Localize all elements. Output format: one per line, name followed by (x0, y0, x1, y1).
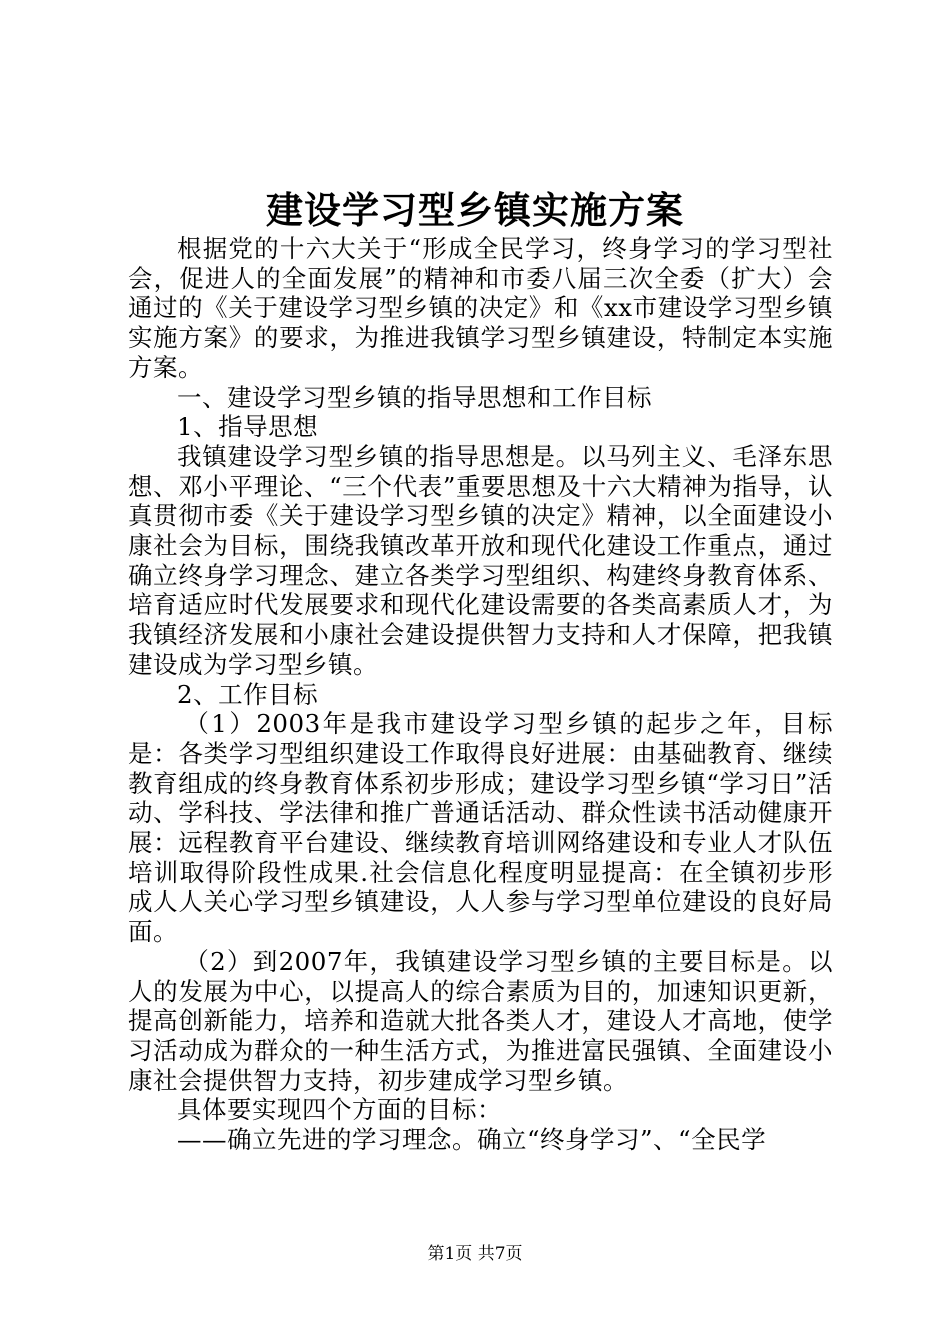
paragraph-goal-2003: （1）2003年是我市建设学习型乡镇的起步之年，目标是：各类学习型组织建设工作取得良好进展：由基础教育、继续教育组成的终身教育体系初步形成；建设学习型乡镇“学习日”活动、学科技、学法律和推广普通话活动、群众性读书活动健康开展：远程教育平台建设、继续教育培训网络建设和专业人才队伍培训取得阶段性成果.社会信息化程度明显提高：在全镇初步形成人人关心学习型乡镇建设，人人参与学习型单位建设的良好局面。 (128, 709, 833, 947)
paragraph-guiding-ideology: 我镇建设学习型乡镇的指导思想是。以马列主义、毛泽东思想、邓小平理论、“三个代表”重要思想及十六大精神为指导，认真贯彻市委《关于建设学习型乡镇的决定》精神，以全面建设小康社会为目标，围绕我镇改革开放和现代化建设工作重点，通过确立终身学习理念、建立各类学习型组织、构建终身教育体系、培育适应时代发展要求和现代化建设需要的各类高素质人才，为我镇经济发展和小康社会建设提供智力支持和人才保障，把我镇建设成为学习型乡镇。 (128, 441, 833, 679)
document-title: 建设学习型乡镇实施方案 (266, 188, 684, 232)
subheading-guiding-ideology: 1、指导思想 (177, 412, 319, 442)
paragraph-four-aspects: 具体要实现四个方面的目标： (177, 1095, 502, 1125)
paragraph-learning-concept: ——确立先进的学习理念。确立“终身学习”、“全民学 (177, 1125, 767, 1155)
document-body (128, 234, 833, 1155)
paragraph-intro: 根据党的十六大关于“形成全民学习，终身学习的学习型社会，促进人的全面发展”的精神和市委八届三次全委（扩大）会通过的《关于建设学习型乡镇的决定》和《xx市建设学习型乡镇实施方案》的要求，为推进我镇学习型乡镇建设，特制定本实施方案。 (128, 234, 833, 382)
page-number: 第1页 共7页 (427, 1244, 523, 1264)
paragraph-goal-2007: （2）到2007年，我镇建设学习型乡镇的主要目标是。以人的发展为中心，以提高人的综合素质为目的，加速知识更新，提高创新能力，培养和造就大批各类人才，建设人才高地，使学习活动成为群众的一种生活方式，为推进富民强镇、全面建设小康社会提供智力支持，初步建成学习型乡镇。 (128, 946, 833, 1095)
subheading-work-goals: 2、工作目标 (177, 679, 319, 709)
section-heading-1: 一、建设学习型乡镇的指导思想和工作目标 (177, 382, 652, 412)
